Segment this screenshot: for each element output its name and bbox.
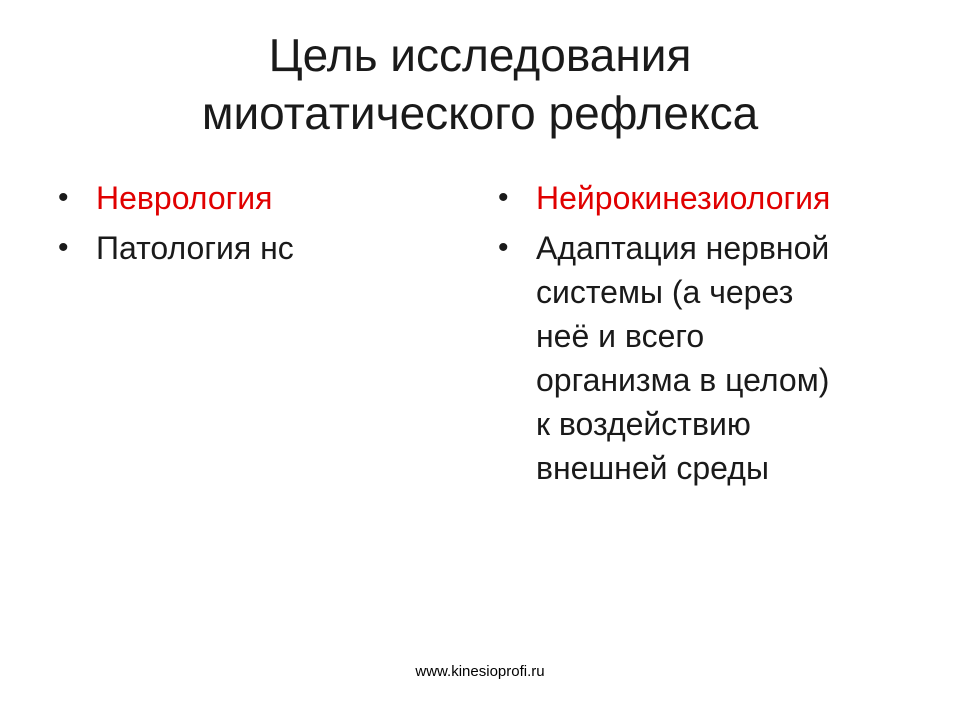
- bullet-icon: •: [498, 181, 509, 214]
- bullet-text-line: неё и всего: [536, 318, 705, 354]
- bullet-text-line: Адаптация нервной: [536, 230, 830, 266]
- bullet-text-line: организма в целом): [536, 362, 830, 398]
- bullet-text: Неврология: [96, 180, 273, 216]
- bullet-icon: •: [58, 231, 69, 264]
- bullet-icon: •: [498, 231, 509, 264]
- bullet-text-line: к воздействию: [536, 406, 751, 442]
- bullet-text-line: внешней среды: [536, 450, 769, 486]
- slide-title: [48, 26, 912, 142]
- bullet-item-adaptation: [498, 226, 898, 490]
- right-bullet-list: [498, 176, 898, 496]
- slide-title-line-1: Цель исследования: [268, 29, 692, 81]
- bullet-text: Патология нс: [96, 230, 294, 266]
- bullet-text-line: системы (а через: [536, 274, 794, 310]
- bullet-text: Нейрокинезиология: [536, 180, 831, 216]
- left-bullet-list: [58, 176, 438, 276]
- footer-url: www.kinesioprofi.ru: [415, 663, 545, 680]
- bullet-item-pathology: [58, 226, 438, 270]
- slide-title-line-2: миотатического рефлекса: [201, 87, 759, 139]
- bullet-item-neurology: [58, 176, 438, 220]
- bullet-item-neurokinesiology: [498, 176, 898, 220]
- bullet-icon: •: [58, 181, 69, 214]
